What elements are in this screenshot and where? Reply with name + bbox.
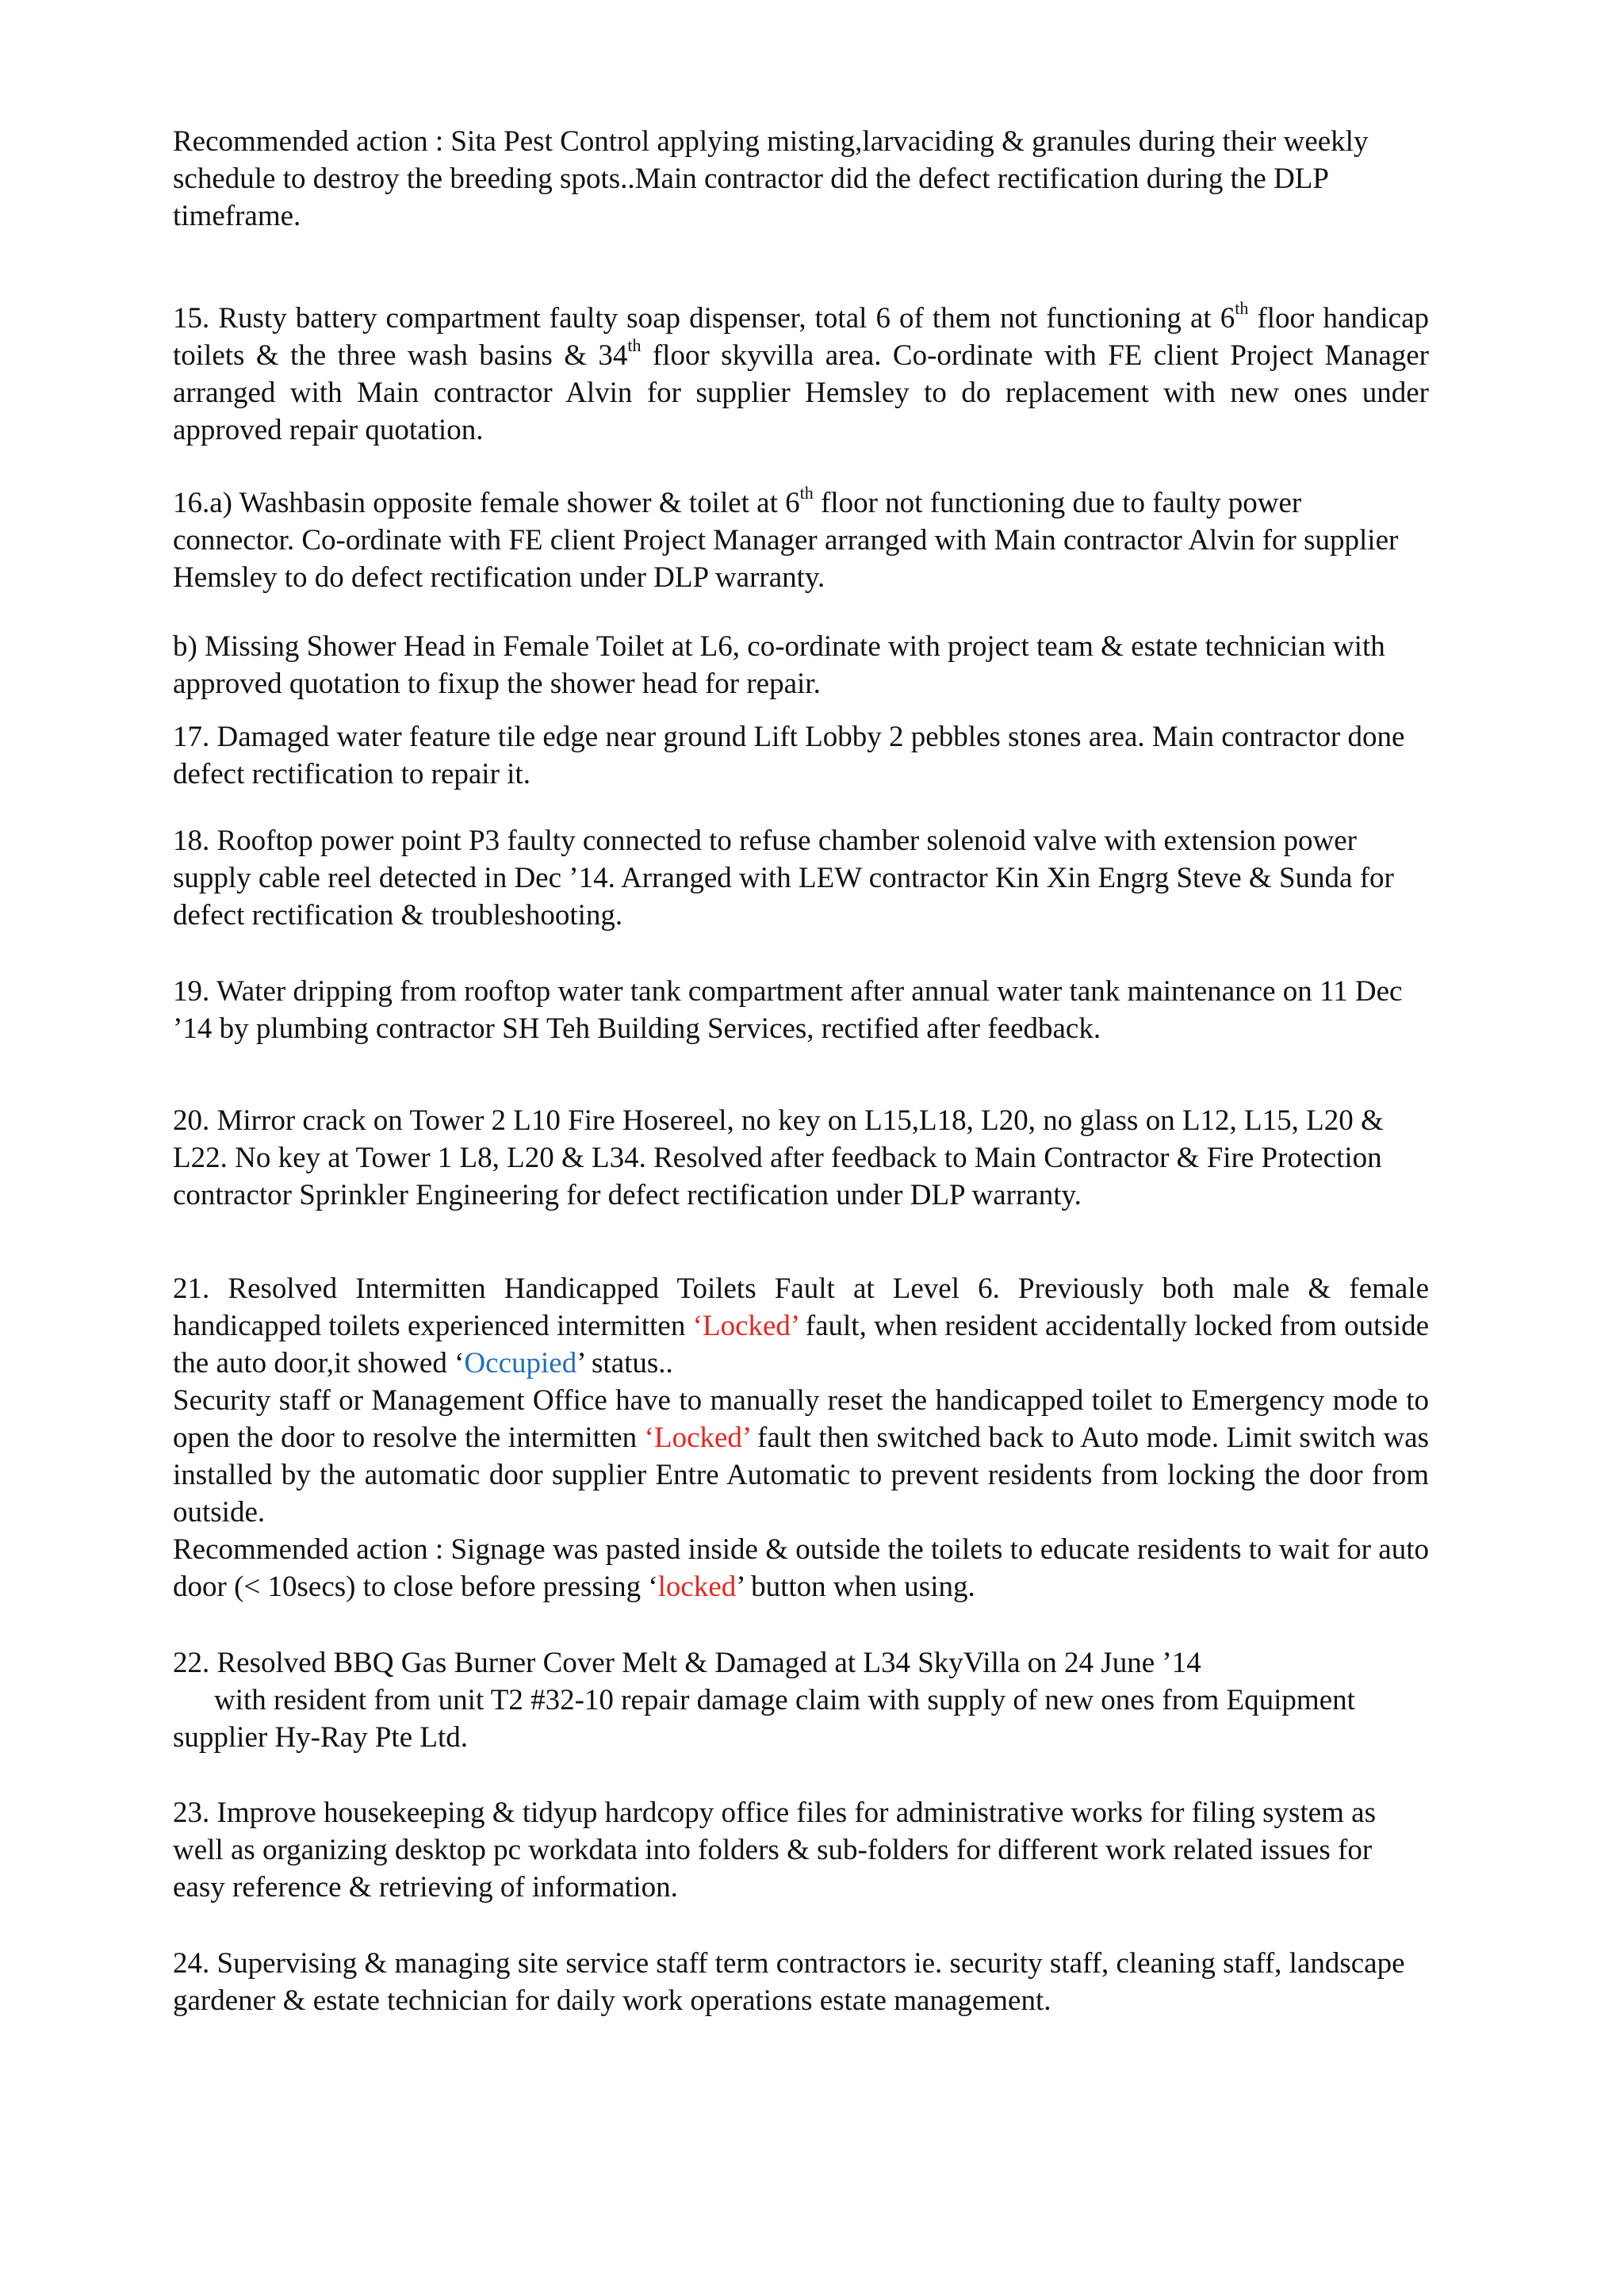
occupied-status-text: Occupied — [464, 1347, 577, 1380]
item-16a-text-a: 16.a) Washbasin opposite female shower & toilet at 6 — [173, 487, 800, 519]
item-22-paragraph — [173, 1644, 1429, 1756]
locked-status-text: ‘Locked’ — [692, 1310, 799, 1342]
item-20-paragraph: 20. Mirror crack on Tower 2 L10 Fire Hosereel, no key on L15,L18, L20, no glass on L12, L15, L20 & L22. No key at Tower 1 L8, L20 & L34. Resolved after feedback to Main Contractor & Fire Protection contractor Sprinkler Engineering for defect rectification under DLP warranty. — [173, 1104, 1384, 1211]
item-15-text-b: floor handicap toilets & the three wash basins & 34 — [173, 302, 1429, 372]
item-21-paragraph — [173, 1270, 1429, 1605]
item-15-text-a: 15. Rusty battery compartment faulty soap dispenser, total 6 of them not functioning at 6 — [173, 302, 1235, 335]
locked-status-text: ‘Locked’ — [644, 1422, 750, 1454]
item-21-text-b: fault, when resident accidentally locked from outside the auto door,it showed ‘ — [173, 1310, 1430, 1380]
item-23-paragraph: 23. Improve housekeeping & tidyup hardcopy office files for administrative works for filing system as well as organizing desktop pc workdata into folders & sub-folders for different work related issues for easy reference & retrieving of information. — [173, 1797, 1376, 1904]
item-21-text-c: ’ status.. — [576, 1347, 673, 1380]
item-18-paragraph: 18. Rooftop power point P3 faulty connected to refuse chamber solenoid valve with extension power supply cable reel detected in Dec ’14. Arranged with LEW contractor Kin Xin Engrg Steve & Sunda for defect rectification & troubleshooting. — [173, 825, 1394, 932]
item-16b-paragraph: b) Missing Shower Head in Female Toilet at L6, co-ordinate with project team & estate technician with approved quotation to fixup the shower head for repair. — [173, 630, 1385, 700]
item-24-paragraph: 24. Supervising & managing site service staff term contractors ie. security staff, cleaning staff, landscape gardener & estate technician for daily work operations estate management. — [173, 1947, 1405, 2017]
item-21-text-f: Recommended action : Signage was pasted inside & outside the toilets to educate residents to wait for auto door (< 10secs) to close before pressing ‘ — [173, 1533, 1429, 1603]
item-21-text-a: 21. Resolved Intermitten Handicapped Toilets Fault at Level 6. Previously both male & female handicapped toilets experienced intermitten — [173, 1272, 1429, 1342]
item-16a-text-b: floor not functioning due to faulty power connector. Co-ordinate with FE client Project Manager arranged with Main contractor Alvin for supplier Hemsley to do defect rectification under DLP warranty. — [173, 487, 1399, 594]
item-15-text-c: floor skyvilla area. Co-ordinate with FE client Project Manager arranged with Main contractor Alvin for supplier Hemsley to do replacement with new ones under approved repair quotation. — [173, 339, 1429, 446]
locked-button-text: locked — [657, 1571, 737, 1603]
ordinal-suffix: th — [627, 335, 642, 355]
recommended-action-paragraph: Recommended action : Sita Pest Control applying misting,larvaciding & granules during their weekly schedule to destroy the breeding spots..Main contractor did the defect rectification during the DLP timeframe. — [173, 125, 1369, 232]
ordinal-suffix: th — [1235, 297, 1249, 318]
item-15-paragraph — [173, 297, 1429, 449]
item-21-text-d: Security staff or Management Office have to manually reset the handicapped toilet to Emergency mode to open the door to resolve the intermitten — [173, 1384, 1429, 1454]
item-21-text-g: ’ button when using. — [736, 1571, 975, 1603]
item-21-text-e: fault then switched back to Auto mode. Limit switch was installed by the automatic door supplier Entre Automatic to prevent residents from locking the door from outside. — [173, 1422, 1429, 1529]
item-17-paragraph: 17. Damaged water feature tile edge near ground Lift Lobby 2 pebbles stones area. Main contractor done defect rectification to repair it. — [173, 721, 1405, 790]
item-22-text-b: with resident from unit T2 #32-10 repair damage claim with supply of new ones from Equipment supplier Hy-Ray Pte Ltd. — [173, 1684, 1355, 1754]
item-19-paragraph: 19. Water dripping from rooftop water tank compartment after annual water tank maintenance on 11 Dec ’14 by plumbing contractor SH Teh Building Services, rectified after feedback. — [173, 975, 1403, 1045]
item-16a-paragraph — [173, 484, 1429, 596]
item-22-text-a: 22. Resolved BBQ Gas Burner Cover Melt & Damaged at L34 SkyVilla on 24 June ’14 — [173, 1647, 1201, 1679]
ordinal-suffix: th — [799, 482, 814, 503]
